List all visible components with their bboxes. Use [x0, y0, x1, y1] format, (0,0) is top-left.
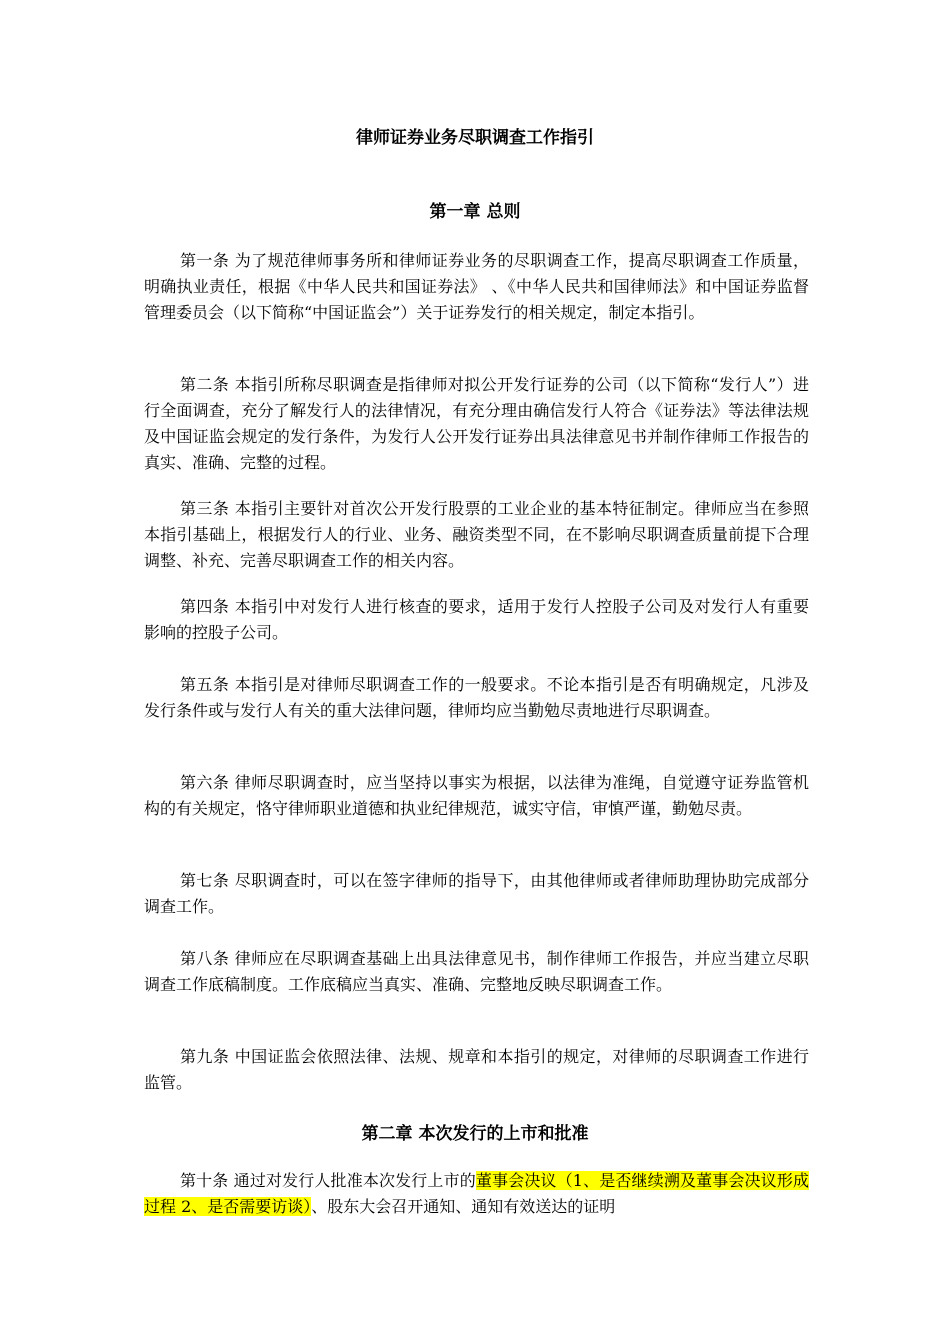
article-10-text-after: 、股东大会召开通知、通知有效送达的证明 [311, 1197, 616, 1216]
article-4: 第四条 本指引中对发行人进行核查的要求，适用于发行人控股子公司及对发行人有重要影响的控股子公司。 [144, 597, 809, 642]
article-6: 第六条 律师尽职调查时，应当坚持以事实为根据，以法律为准绳，自觉遵守证券监管机构的有关规定，恪守律师职业道德和执业纪律规范，诚实守信，审慎严谨，勤勉尽责。 [144, 773, 809, 818]
article-10 [144, 1168, 809, 1220]
article-8: 第八条 律师应在尽职调查基础上出具法律意见书，制作律师工作报告，并应当建立尽职调查工作底稿制度。工作底稿应当真实、准确、完整地反映尽职调查工作。 [144, 949, 809, 994]
article-1: 第一条 为了规范律师事务所和律师证券业务的尽职调查工作，提高尽职调查工作质量，明确执业责任，根据《中华人民共和国证券法》 、《中华人民共和国律师法》和中国证券监督管理委员会（以下简称“中国证监会”）关于证券发行的相关规定，制定本指引。 [144, 251, 809, 322]
article-3: 第三条 本指引主要针对首次公开发行股票的工业企业的基本特征制定。律师应当在参照本指引基础上，根据发行人的行业、业务、融资类型不同，在不影响尽职调查质量前提下合理调整、补充、完善尽职调查工作的相关内容。 [144, 499, 809, 570]
article-5: 第五条 本指引是对律师尽职调查工作的一般要求。不论本指引是否有明确规定，凡涉及发行条件或与发行人有关的重大法律问题，律师均应当勤勉尽责地进行尽职调查。 [144, 675, 809, 720]
article-7: 第七条 尽职调查时，可以在签字律师的指导下，由其他律师或者律师助理协助完成部分调查工作。 [144, 871, 809, 916]
article-10-text-before: 第十条 通过对发行人批准本次发行上市的 [180, 1171, 476, 1190]
article-9: 第九条 中国证监会依照法律、法规、规章和本指引的规定，对律师的尽职调查工作进行监管。 [144, 1047, 809, 1092]
chapter-2-title: 第二章 本次发行的上市和批准 [361, 1124, 589, 1144]
document-title: 律师证券业务尽职调查工作指引 [356, 128, 594, 148]
article-10-highlighted-text: 董事会决议（1、是否继续溯及董事会决议形成过程 2、是否需要访谈） [144, 1171, 809, 1216]
chapter-1-title: 第一章 总则 [429, 202, 521, 222]
article-2: 第二条 本指引所称尽职调查是指律师对拟公开发行证券的公司（以下简称“发行人”）进行全面调查，充分了解发行人的法律情况，有充分理由确信发行人符合《证券法》等法律法规及中国证监会规定的发行条件，为发行人公开发行证券出具法律意见书并制作律师工作报告的真实、准确、完整的过程。 [144, 375, 809, 472]
